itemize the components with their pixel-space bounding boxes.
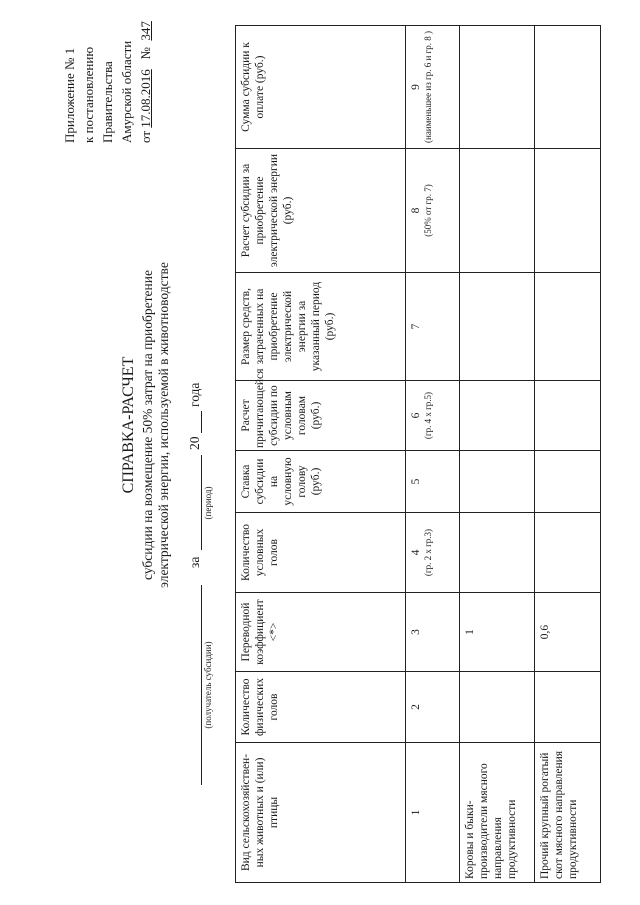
- recipient-line: [201, 585, 202, 785]
- col-number-3: 3: [406, 593, 460, 672]
- header-subsidy-to-pay: Сумма субсидии к оплате (руб.): [236, 26, 406, 149]
- header-subsidy-rate: Ставка субсидии на условную голову (руб.): [236, 451, 406, 513]
- col-number-7: 7: [406, 273, 460, 381]
- col-number-2: 2: [406, 672, 460, 743]
- row-coefficient: 0,6: [535, 593, 601, 672]
- period-caption: (период): [203, 486, 213, 520]
- col-number-4: 4 (гр. 2 x гр.3): [406, 513, 460, 593]
- appendix-line1: Приложение № 1: [62, 47, 77, 143]
- col-number-5: 5: [406, 451, 460, 513]
- resolution-number: 347: [138, 21, 153, 41]
- header-energy-subsidy: Расчет субсидии за приобретение электрической энергии (руб.): [236, 149, 406, 273]
- row-animal-type: Коровы и быки-производители мясного направления продуктивности: [460, 743, 535, 883]
- year-line: [201, 411, 202, 433]
- period-line: [201, 455, 202, 550]
- appendix-line2: к постановлению Правительства: [81, 46, 115, 143]
- col-note-9: (наименьшее из гр. 6 и гр. 8 ): [423, 31, 433, 143]
- header-conditional-heads: Количество условных голов: [236, 513, 406, 593]
- year-prefix: 20: [187, 436, 202, 450]
- number-label: №: [138, 47, 153, 60]
- calculation-table: [235, 25, 601, 883]
- col-note-4: (гр. 2 x гр.3): [423, 528, 433, 577]
- col-note-8: (50% от гр. 7): [423, 184, 433, 237]
- header-animal-type: Вид сельскохозяйствен-ных животных и (или) птицы: [236, 743, 406, 883]
- number-row: [406, 26, 460, 883]
- recipient-caption: (получатель субсидии): [203, 641, 213, 729]
- header-row: [236, 26, 406, 883]
- col-number-6: 6 (гр. 4 x гр.5): [406, 381, 460, 451]
- col-number-8: 8 (50% от гр. 7): [406, 149, 460, 273]
- header-subsidy-by-heads: Расчет причитающейся субсидии по условным головам (руб.): [236, 381, 406, 451]
- header-conversion-coef: Переводной коэффициент <*>: [236, 593, 406, 672]
- row-coefficient: 1: [460, 593, 535, 672]
- col-number-9: 9 (наименьшее из гр. 6 и гр. 8 ): [406, 26, 460, 149]
- row-animal-type: Прочий крупный рогатый скот мясного направления продуктивности: [535, 743, 601, 883]
- subtitle-line2: электрической энергии, используемой в животноводстве: [156, 262, 171, 588]
- resolution-date: 17.08.2016: [138, 69, 153, 128]
- col-note-6: (гр. 4 x гр.5): [423, 391, 433, 440]
- from-label: от: [138, 130, 153, 143]
- subtitle-line1: субсидии на возмещение 50% затрат на приобретение: [140, 270, 155, 580]
- table-row: [460, 26, 535, 883]
- header-physical-heads: Количество физических голов: [236, 672, 406, 743]
- header-energy-costs: Размер средств, затраченных на приобретение электрической энергии за указанный период (руб.): [236, 273, 406, 381]
- appendix-line3: Амурской области: [119, 40, 134, 143]
- table-row: [535, 26, 601, 883]
- year-suffix: года: [187, 382, 202, 407]
- document-title: СПРАВКА-РАСЧЕТ: [120, 356, 137, 494]
- col-number-1: 1: [406, 743, 460, 883]
- for-label: за: [187, 556, 202, 568]
